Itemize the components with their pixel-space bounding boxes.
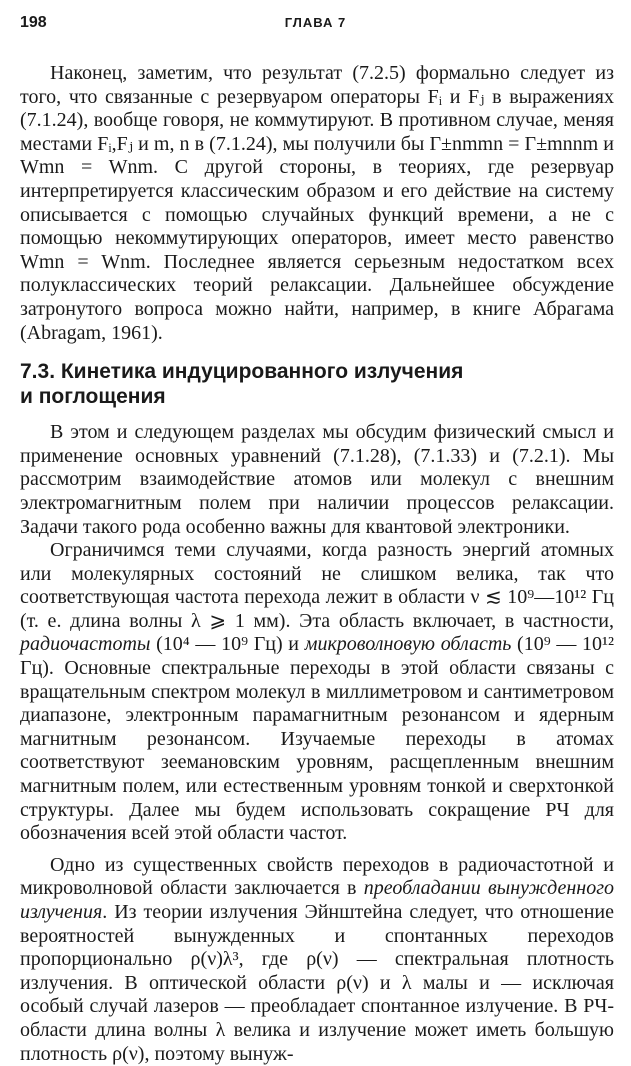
paragraph-4-part-b: . Из теории излучения Эйнштейна следует, что отношение вероятностей вынужденных и спонтанных переходов пропорционально ρ(ν)λ³, где ρ(ν) — спектральная плотность излучения. В оптической области ρ(ν) и λ малы и — исключая особый случай лазеров — преобладает спонтанное излучение. В РЧ-области длина волны λ велика и излучение может иметь большую плотность ρ(ν), поэтому вынуж- [20,901,614,1065]
section-heading-line1: 7.3. Кинетика индуцированного излучения [20,360,464,384]
paragraph-1: Наконец, заметим, что результат (7.2.5) формально следует из того, что связанные с резервуаром операторы Fᵢ и Fⱼ в выражениях (7.1.24), вообще говоря, не коммутируют. В противном случае, меняя местами Fᵢ,Fⱼ и m, n в (7.1.24), мы получили бы Γ±nmmn = Γ±mnnm и Wmn = Wnm. С другой стороны, в теориях, где резервуар интерпретируется классическим образом и его действие на систему описывается с помощью случайных функций времени, а не с помощью некоммутирующих операторов, имеет место равенство Wmn = Wnm. Последнее является серьезным недостатком всех полуклассических теорий релаксации. Дальнейшее обсуждение затронутого вопроса можно найти, например, в книге Абрагама (Abragam, 1961). [20,62,614,344]
paragraph-4-part-a: Одно из существенных свойств переходов в радиочастотной и микроволновой области заключается в [20,853,614,900]
page-header [20,14,611,40]
section-heading [20,359,614,409]
emphasis-microwave-region: микроволновую область [304,633,512,656]
paragraph-4 [20,854,614,1066]
running-title: ГЛАВА 7 [284,15,347,30]
paragraph-3-part-a: Ограничимся теми случаями, когда разность энергий атомных или молекулярных состояний не слишком велика, так что соответствующая частота перехода лежит в области ν ≲ 10⁹—10¹² Гц (т. е. длина волны λ ⩾ 1 мм). Эта область включает, в частности, [20,539,614,632]
emphasis-stimulated-emission: преобладании вынужденного излучения [20,877,614,923]
page-body [20,62,614,1066]
emphasis-radio-frequencies: радиочастоты [20,633,151,656]
paragraph-3-part-b: (10⁴ — 10⁹ Гц) и [150,633,305,656]
paragraph-2: В этом и следующем разделах мы обсудим физический смысл и применение основных уравнений (7.1.28), (7.1.33) и (7.2.1). Мы рассмотрим взаимодействие атомов или молекул с внешним электромагнитным полем при наличии процессов релаксации. Задачи такого рода особенно важны для квантовой электроники. [20,421,614,538]
paragraph-3-part-c: (10⁹ — 10¹² Гц). Основные спектральные переходы в этой области связаны с вращательным спектром молекул в миллиметровом и сантиметровом диапазоне, электронным парамагнитным резонансом и ядерным магнитным резонансом. Изучаемые переходы в атомах соответствуют зеемановским уровням, расщепленным внешним магнитным полем, или естественным уровням тонкой и сверхтонкой структуры. Далее мы будем использовать сокращение РЧ для обозначения всей этой области частот. [20,633,615,845]
page-number: 198 [20,14,47,31]
section-heading-line2: и поглощения [20,385,166,409]
paragraph-3 [20,539,614,846]
